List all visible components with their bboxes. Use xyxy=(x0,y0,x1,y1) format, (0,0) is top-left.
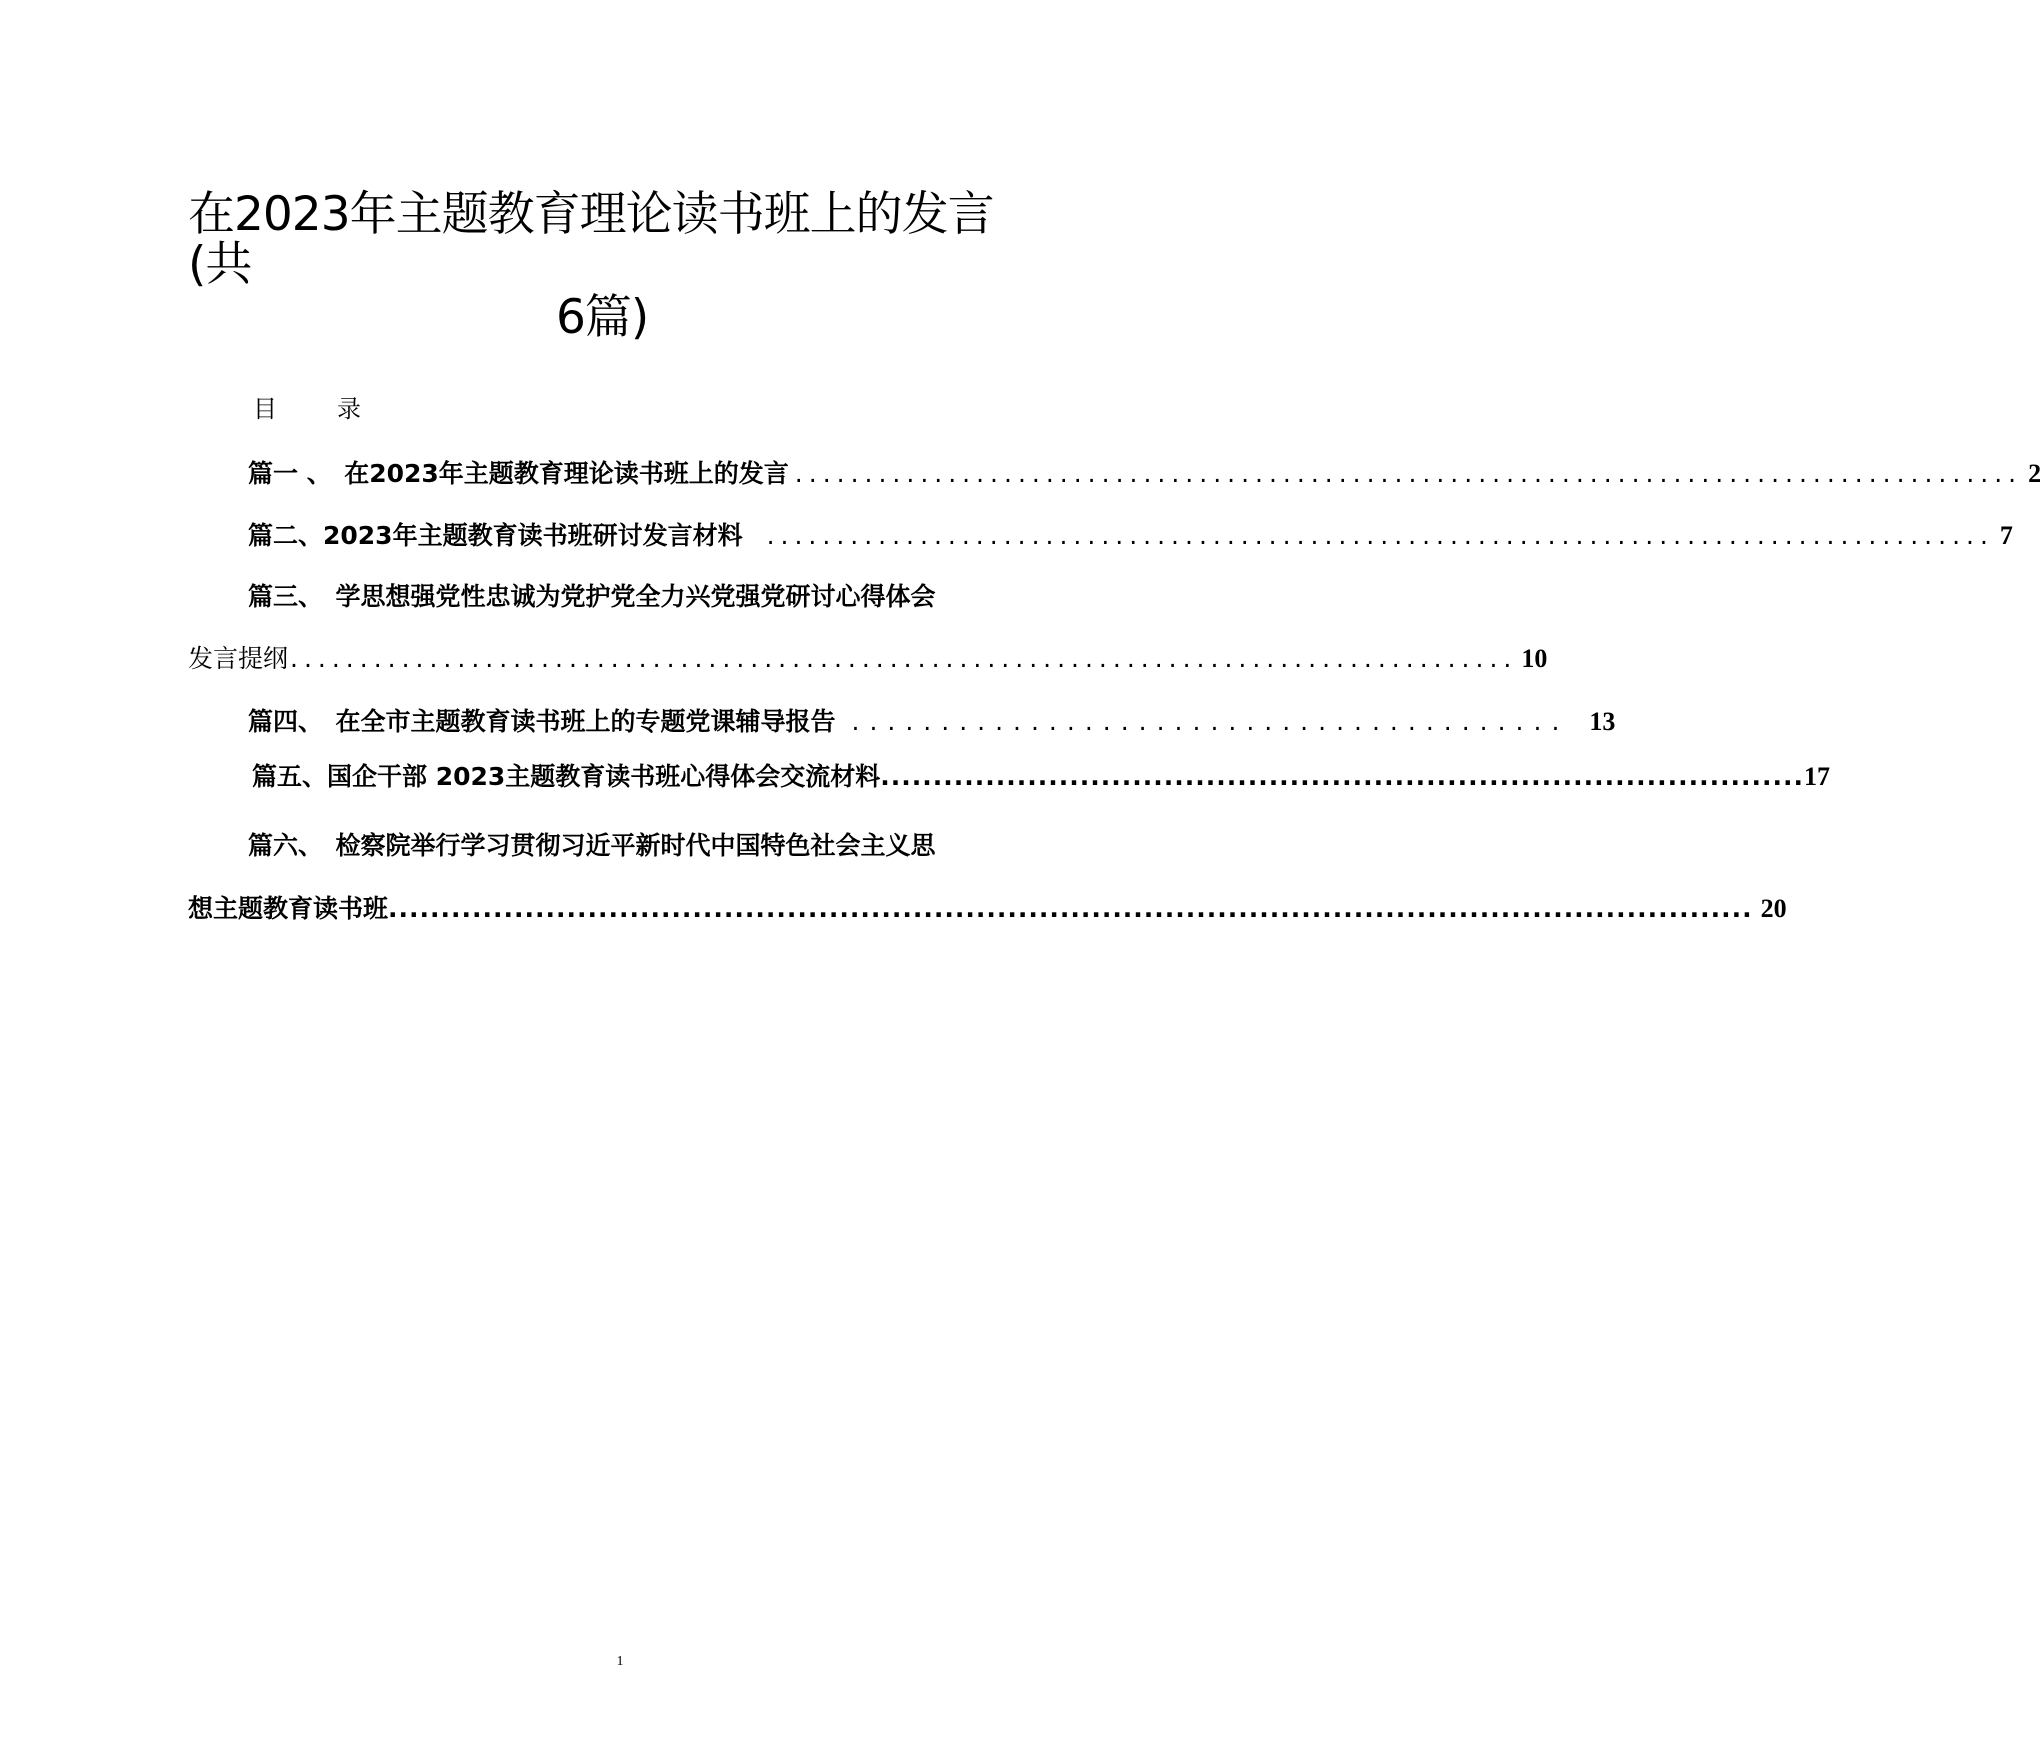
toc-entry-2-label: 篇二、2023年主题教育读书班研讨发言材料 xyxy=(248,521,743,550)
toc-entry-6[interactable] xyxy=(248,833,1048,858)
toc-entry-2-leader: ........................................................................................ xyxy=(766,521,1994,550)
toc-entry-3-label: 篇三、 学思想强党性忠诚为党护党全力兴党强党研讨心得体会 xyxy=(248,582,936,611)
toc-entry-6-continuation[interactable] xyxy=(188,894,1787,923)
toc-entry-2-page: 7 xyxy=(1999,521,2013,550)
toc-entry-4[interactable] xyxy=(248,707,1616,736)
toc-entry-5-page: 17 xyxy=(1804,762,1831,791)
toc-heading: 目 录 xyxy=(253,395,379,423)
toc-entry-6-continuation-label: 想主题教育读书班 xyxy=(188,894,389,923)
toc-entry-6-label: 篇六、 检察院举行学习贯彻习近平新时代中国特色社会主义思 xyxy=(248,831,936,860)
toc-entry-5[interactable] xyxy=(252,762,1831,791)
toc-entry-1-leader: ........................................................................................ xyxy=(794,459,2023,488)
toc-entry-3-continuation-label: 发言提纲 xyxy=(188,644,289,673)
document-title-line-2: (共 xyxy=(188,237,252,292)
toc-entry-4-page: 13 xyxy=(1589,707,1616,736)
toc-entry-1[interactable] xyxy=(248,459,2041,488)
toc-entry-2[interactable] xyxy=(248,521,2013,550)
toc-entry-1-page: 2 xyxy=(2028,459,2041,488)
document-title-line-3: 6篇) xyxy=(556,290,649,345)
toc-entry-3[interactable] xyxy=(248,584,1048,609)
toc-entry-5-leader: ........................................................................................ xyxy=(880,762,1805,791)
toc-entry-6-page: 20 xyxy=(1760,894,1787,923)
toc-entry-1-label: 篇一 、 在2023年主题教育理论读书班上的发言 xyxy=(248,459,789,488)
toc-entry-5-label: 篇五、国企干部 2023主题教育读书班心得体会交流材料 xyxy=(252,762,881,791)
document-title-line-1: 在2023年主题教育理论读书班上的发言 xyxy=(188,187,994,242)
toc-entry-3-page: 10 xyxy=(1521,644,1548,673)
toc-entry-4-label: 篇四、 在全市主题教育读书班上的专题党课辅导报告 xyxy=(248,707,836,736)
toc-entry-3-leader: ........................................................................................ xyxy=(290,644,1518,673)
toc-entry-4-leader: ........................................ xyxy=(851,707,1570,736)
toc-entry-3-continuation[interactable] xyxy=(188,644,1548,673)
page-number: 1 xyxy=(616,1654,624,1669)
toc-entry-6-leader: .................................................................................................................................. xyxy=(388,894,1753,923)
